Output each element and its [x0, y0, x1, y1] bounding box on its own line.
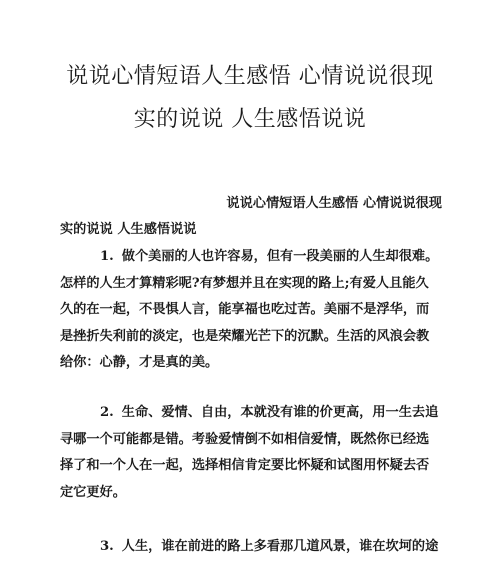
paragraph-number: 3.	[100, 539, 114, 554]
subtitle-line-1: 说说心情短语人生感悟 心情说说很现	[226, 196, 442, 211]
document-title-line-1: 说说心情短语人生感悟 心情说说很现	[66, 64, 434, 89]
paragraph-line: 寻哪一个可能都是错。考验爱情倒不如相信爱情，既然你已经选	[60, 431, 430, 447]
subtitle-line-2: 实的说说 人生感悟说说	[60, 222, 197, 237]
paragraph-line	[60, 244, 442, 271]
paragraph-line: 定它更好。	[60, 484, 126, 500]
paragraph-1	[60, 244, 442, 377]
paragraph-number: 1.	[100, 249, 114, 264]
paragraph-line: 择了和一个人在一起，选择相信肯定要比怀疑和试图用怀疑去否	[60, 458, 430, 473]
paragraph-text: 人生，谁在前进的路上多看那几道风景，谁在坎坷的途	[121, 539, 439, 554]
paragraph-line	[60, 534, 442, 561]
paragraph-line: 怎样的人生才算精彩呢?有梦想并且在实现的路上;有爱人且能久	[60, 275, 429, 291]
paragraph-line: 久的在一起，不畏惧人言，能享福也吃过苦。美丽不是浮华，而	[60, 302, 430, 317]
paragraph-line: 是挫折失利前的淡定，也是荣耀光芒下的沉默。生活的风浪会教	[60, 328, 430, 344]
document-title-line-2: 实的说说 人生感悟说说	[133, 107, 367, 132]
paragraph-line	[60, 400, 442, 427]
paragraph-text: 生命、爱情、自由，本就没有谁的价更高，用一生去追	[121, 405, 439, 420]
paragraph-3	[60, 534, 442, 561]
paragraph-line: 给你：心静，才是真的美。	[60, 355, 219, 370]
paragraph-text: 做个美丽的人也许容易，但有一段美丽的人生却很难。	[121, 249, 439, 264]
paragraph-number: 2.	[100, 405, 114, 420]
paragraph-2	[60, 400, 442, 506]
